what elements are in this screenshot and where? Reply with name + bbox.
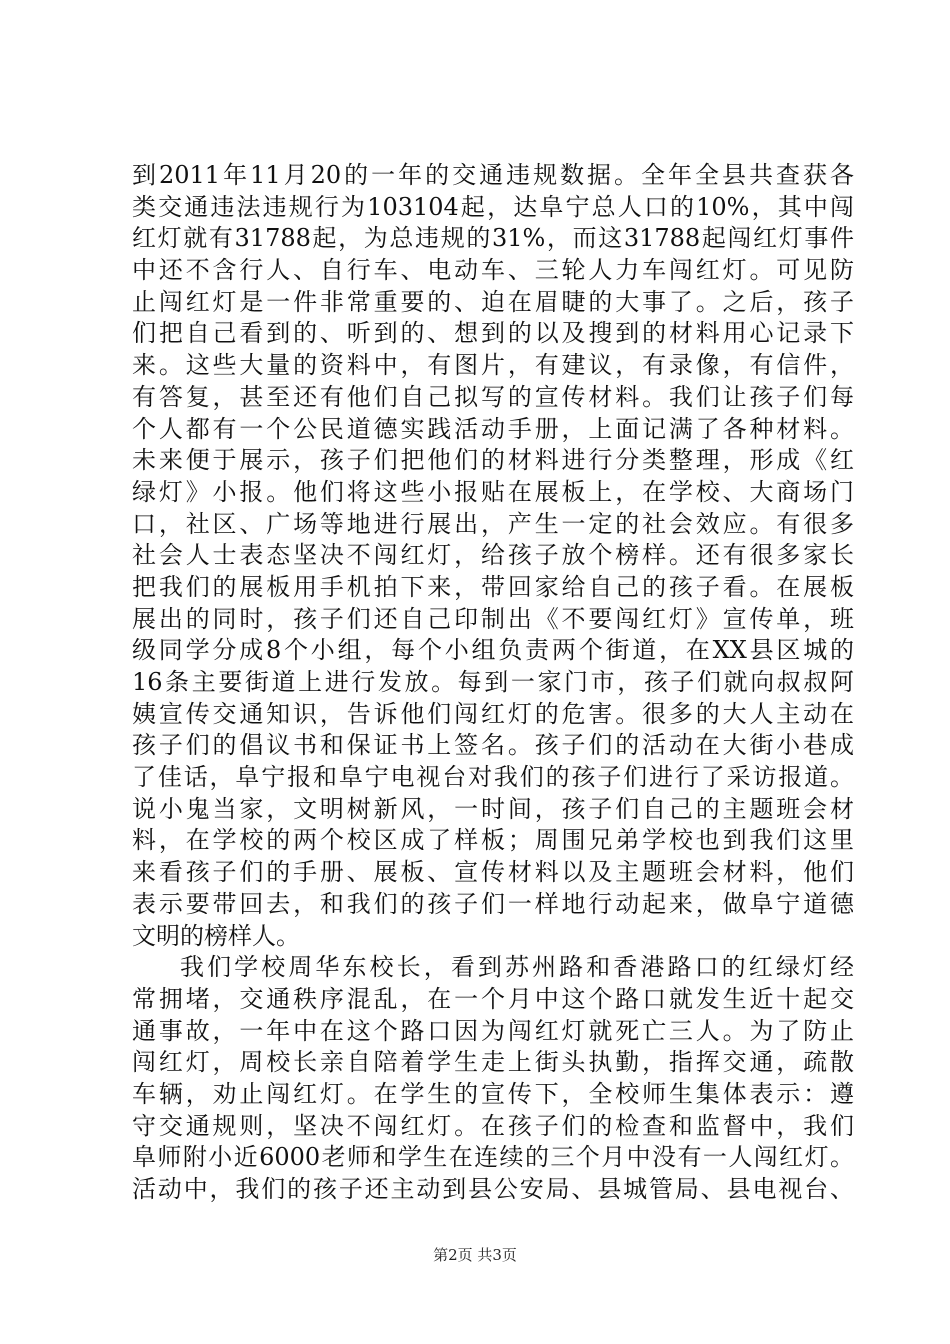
text-line: 阜师附小近6000老师和学生在连续的三个月中没有一人闯红灯。 <box>132 1143 854 1172</box>
text-line: 了佳话，阜宁报和阜宁电视台对我们的孩子们进行了采访报道。 <box>132 763 854 792</box>
page-number: 第2页 共3页 <box>433 1246 517 1264</box>
text-line: 绿灯》小报。他们将这些小报贴在展板上，在学校、大商场门 <box>132 477 854 506</box>
text-line: 中还不含行人、自行车、电动车、三轮人力车闯红灯。可见防 <box>132 256 854 285</box>
text-line: 车辆，劝止闯红灯。在学生的宣传下，全校师生集体表示：遵 <box>132 1079 854 1108</box>
paragraph-start-line: 我们学校周华东校长，看到苏州路和香港路口的红绿灯经 <box>180 953 854 982</box>
text-line: 表示要带回去，和我们的孩子们一样地行动起来，做阜宁道德 <box>132 889 854 918</box>
text-line: 个人都有一个公民道德实践活动手册，上面记满了各种材料。 <box>132 414 854 443</box>
text-line: 到2011年11月20的一年的交通违规数据。全年全县共查获各 <box>132 161 854 189</box>
text-line: 来看孩子们的手册、展板、宣传材料以及主题班会材料，他们 <box>132 858 854 887</box>
text-line: 料，在学校的两个校区成了样板；周围兄弟学校也到我们这里 <box>132 826 854 855</box>
text-line: 来。这些大量的资料中，有图片，有建议，有录像，有信件， <box>132 351 854 380</box>
text-line: 红灯就有31788起，为总违规的31%，而这31788起闯红灯事件 <box>132 224 854 253</box>
text-line: 把我们的展板用手机拍下来，带回家给自己的孩子看。在展板 <box>132 572 854 601</box>
text-line: 守交通规则，坚决不闯红灯。在孩子们的检查和监督中，我们 <box>132 1111 854 1140</box>
text-line: 姨宣传交通知识，告诉他们闯红灯的危害。很多的大人主动在 <box>132 699 854 728</box>
text-line: 通事故，一年中在这个路口因为闯红灯就死亡三人。为了防止 <box>132 1016 854 1045</box>
text-line: 16条主要街道上进行发放。每到一家门市，孩子们就向叔叔阿 <box>132 668 854 696</box>
text-line: 闯红灯，周校长亲自陪着学生走上街头执勤，指挥交通，疏散 <box>132 1048 854 1077</box>
text-line: 们把自己看到的、听到的、想到的以及搜到的材料用心记录下 <box>132 319 854 348</box>
text-line: 展出的同时，孩子们还自己印制出《不要闯红灯》宣传单，班 <box>132 604 854 633</box>
paragraph-end-line: 文明的榜样人。 <box>132 921 300 950</box>
text-line: 未来便于展示，孩子们把他们的材料进行分类整理，形成《红 <box>132 446 854 475</box>
text-line: 类交通违法违规行为103104起，达阜宁总人口的10%，其中闯 <box>132 192 854 221</box>
text-line: 活动中，我们的孩子还主动到县公安局、县城管局、县电视台、 <box>132 1175 854 1203</box>
text-line: 孩子们的倡议书和保证书上签名。孩子们的活动在大街小巷成 <box>132 731 854 760</box>
page-footer <box>0 1245 950 1265</box>
text-line: 止闯红灯是一件非常重要的、迫在眉睫的大事了。之后，孩子 <box>132 287 854 316</box>
text-line: 级同学分成8个小组，每个小组负责两个街道，在XX县区城的 <box>132 636 854 665</box>
text-line: 口，社区、广场等地进行展出，产生一定的社会效应。有很多 <box>132 509 854 538</box>
text-line: 常拥堵，交通秩序混乱，在一个月中这个路口就发生近十起交 <box>132 984 854 1013</box>
body-text <box>132 160 854 1206</box>
text-line: 有答复，甚至还有他们自己拟写的宣传材料。我们让孩子们每 <box>132 382 854 411</box>
text-line: 说小鬼当家，文明树新风，一时间，孩子们自己的主题班会材 <box>132 794 854 823</box>
text-line: 社会人士表态坚决不闯红灯，给孩子放个榜样。还有很多家长 <box>132 541 854 570</box>
